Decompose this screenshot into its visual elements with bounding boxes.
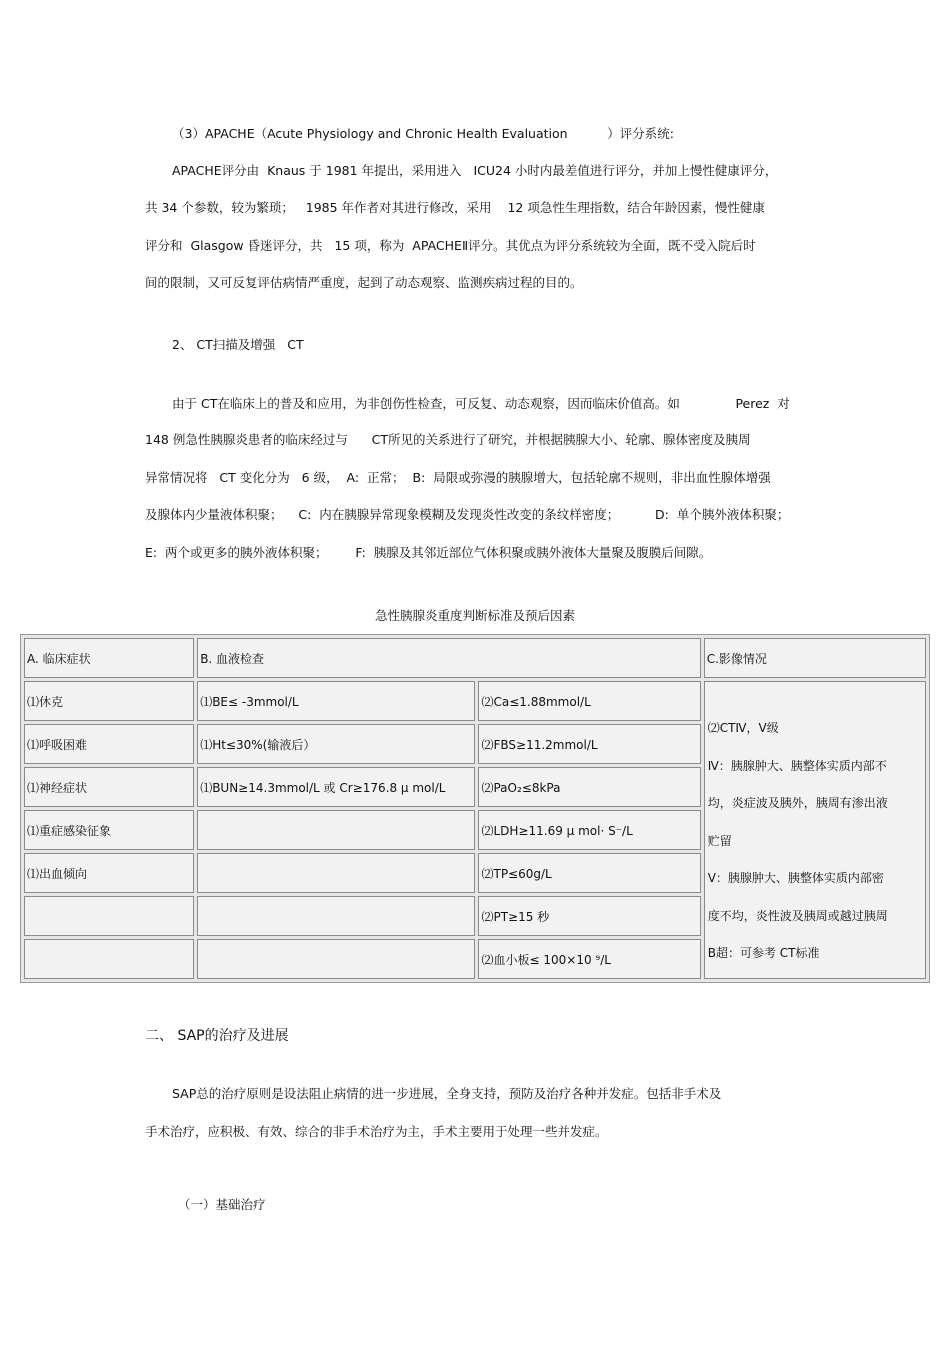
ct-line-3: 异常情况将 CT 变化分为 6 级， A: 正常； B: 局限或弥漫的胰腺增大，包括轮廓不规则，非出血性腺体增强	[145, 470, 771, 485]
cell-clinical: ⑴神经症状	[24, 767, 194, 807]
ct-line-1: 由于 CT在临床上的普及和应用，为非创伤性检查，可反复、动态观察，因而临床价值高。如 Perez 对	[172, 396, 790, 411]
ct-heading: 2、 CT扫描及增强 CT	[172, 337, 304, 352]
cell-blood-1	[197, 810, 475, 850]
imaging-line: 贮留	[707, 833, 732, 848]
cell-clinical: ⑴休克	[24, 681, 194, 721]
sap-heading: 二、 SAP的治疗及进展	[145, 1028, 289, 1044]
cell-blood-1: ⑴BE≤ -3mmol/L	[197, 681, 475, 721]
cell-blood-2: ⑵PT≥15 秒	[478, 896, 700, 936]
apache-line-4: 间的限制，又可反复评估病情严重度，起到了动态观察、监测疾病过程的目的。	[145, 275, 583, 290]
table-header-row	[24, 638, 926, 678]
sap-subheading: （一）基础治疗	[178, 1197, 266, 1212]
cell-blood-2: ⑵TP≤60g/L	[478, 853, 700, 893]
cell-clinical: ⑴重症感染征象	[24, 810, 194, 850]
cell-blood-1: ⑴BUN≥14.3mmol/L 或 Cr≥176.8 μ mol/L	[197, 767, 475, 807]
cell-blood-1: ⑴Ht≤30%(输液后）	[197, 724, 475, 764]
cell-clinical: ⑴出血倾向	[24, 853, 194, 893]
header-clinical: A. 临床症状	[24, 638, 194, 678]
cell-blood-1	[197, 939, 475, 979]
header-blood: B. 血液检查	[197, 638, 701, 678]
apache-line-3: 评分和 Glasgow 昏迷评分，共 15 项，称为 APACHEⅡ评分。其优点为评分系统较为全面，既不受入院后时	[145, 238, 756, 253]
ct-line-2: 148 例急性胰腺炎患者的临床经过与 CT所见的关系进行了研究，并根据胰腺大小、轮廓、腺体密度及胰周	[145, 432, 751, 447]
table-row	[24, 681, 926, 721]
cell-blood-2: ⑵FBS≥11.2mmol/L	[478, 724, 700, 764]
imaging-line: B超：可参考 CT标准	[707, 946, 820, 960]
cell-blood-2: ⑵PaO₂≤8kPa	[478, 767, 700, 807]
ct-line-5: E: 两个或更多的胰外液体积聚； F: 胰腺及其邻近部位气体积聚或胰外液体大量聚及腹膜后间隙。	[145, 545, 712, 560]
cell-blood-2: ⑵Ca≤1.88mmol/L	[478, 681, 700, 721]
sap-line-2: 手术治疗，应积极、有效、综合的非手术治疗为主，手术主要用于处理一些并发症。	[145, 1124, 608, 1139]
sap-line-1: SAP总的治疗原则是设法阻止病情的进一步进展，全身支持，预防及治疗各种并发症。包括非手术及	[172, 1086, 722, 1101]
imaging-line: 度不均，炎性波及胰周或越过胰周	[707, 908, 888, 923]
cell-blood-1	[197, 896, 475, 936]
cell-blood-1	[197, 853, 475, 893]
cell-clinical: ⑴呼吸困难	[24, 724, 194, 764]
cell-blood-2: ⑵血小板≤ 100×10 ⁹/L	[478, 939, 700, 979]
header-imaging: C.影像情况	[704, 638, 926, 678]
apache-heading: （3）APACHE（Acute Physiology and Chronic Health Evaluation ）评分系统:	[172, 126, 675, 141]
imaging-line: Ⅳ：胰腺肿大、胰整体实质内部不	[707, 758, 887, 773]
apache-line-2: 共 34 个参数，较为繁琐； 1985 年作者对其进行修改，采用 12 项急性生理指数，结合年龄因素，慢性健康	[145, 200, 765, 215]
severity-table	[20, 634, 930, 983]
cell-clinical	[24, 939, 194, 979]
ct-line-4: 及腺体内少量液体积聚； C: 内在胰腺异常现象模糊及发现炎性改变的条纹样密度； D: 单个胰外液体积聚；	[145, 507, 790, 522]
imaging-line: ⑵CTⅣ，Ⅴ级	[707, 721, 779, 735]
cell-clinical	[24, 896, 194, 936]
imaging-line: Ⅴ：胰腺肿大、胰整体实质内部密	[707, 871, 884, 885]
imaging-line: 均，炎症波及胰外，胰周有渗出液	[707, 796, 888, 810]
cell-imaging	[704, 681, 926, 979]
cell-blood-2: ⑵LDH≥11.69 μ mol· S⁻/L	[478, 810, 700, 850]
table-caption: 急性胰腺炎重度判断标准及预后因素	[374, 608, 575, 623]
apache-line-1: APACHE评分由 Knaus 于 1981 年提出，采用进入 ICU24 小时内最差值进行评分，并加上慢性健康评分，	[172, 163, 778, 178]
